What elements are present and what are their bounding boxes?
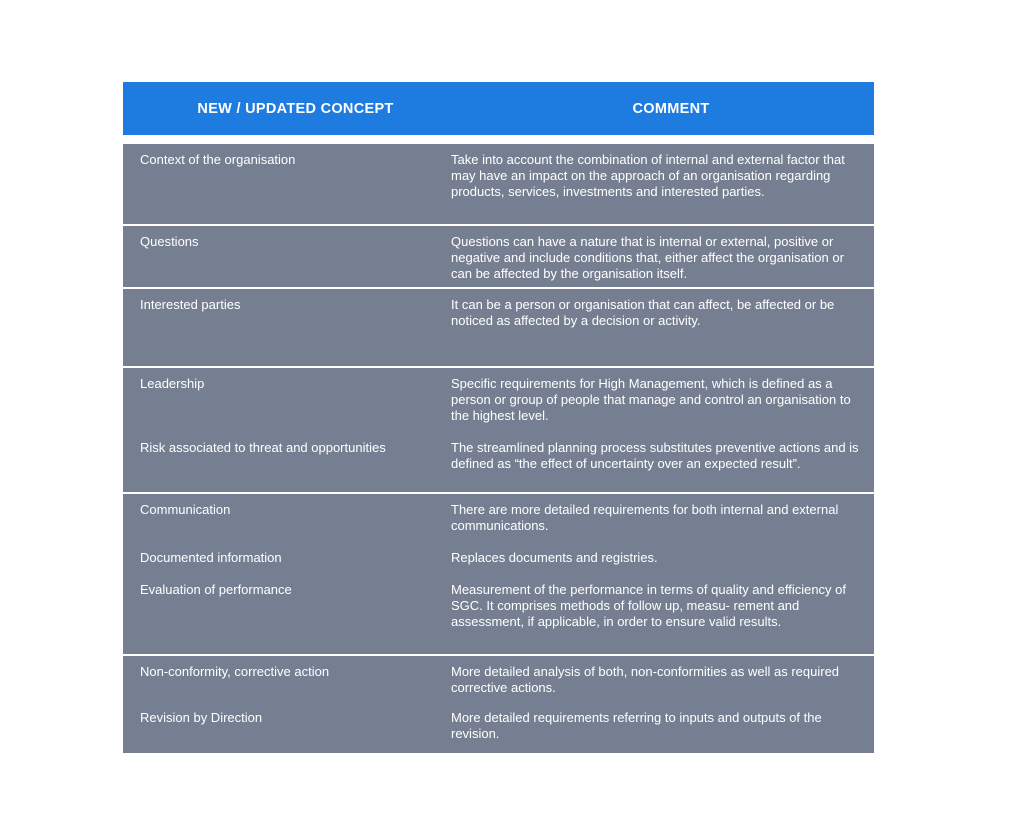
comment-cell: More detailed requirements referring to inputs and outputs of the revision.: [451, 710, 822, 741]
table-row: [123, 664, 874, 696]
table-row: [123, 582, 874, 630]
table-group: [123, 289, 874, 366]
comment-cell: Replaces documents and registries.: [451, 550, 658, 565]
table-header: [123, 82, 874, 135]
header-concept: NEW / UPDATED CONCEPT: [197, 100, 394, 117]
concepts-table: [123, 82, 874, 753]
table-group: [123, 226, 874, 287]
table-row: [123, 152, 874, 200]
concept-cell: Leadership: [140, 376, 205, 391]
header-comment: COMMENT: [632, 100, 710, 117]
table-row: [123, 297, 874, 329]
comment-cell: It can be a person or organisation that can affect, be affected or be noticed as affected by a decision or activity.: [451, 297, 835, 328]
concept-cell: Interested parties: [140, 297, 241, 312]
table-row: [123, 710, 874, 742]
comment-cell: Questions can have a nature that is internal or external, positive or negative and include conditions that, either affect the organisation or can be affected by the organisation itself.: [451, 234, 844, 281]
concept-cell: Context of the organisation: [140, 152, 296, 167]
table-row: [123, 440, 874, 472]
concept-cell: Documented information: [140, 550, 282, 565]
concept-cell: Risk associated to threat and opportunities: [140, 440, 386, 455]
table-row: [123, 550, 874, 566]
comment-cell: More detailed analysis of both, non-conformities as well as required corrective actions.: [451, 664, 840, 695]
concept-cell: Communication: [140, 502, 231, 517]
table-row: [123, 234, 874, 282]
comment-cell: The streamlined planning process substitutes preventive actions and is defined as “the effect of uncertainty over an expected result”.: [451, 440, 859, 471]
comment-cell: Take into account the combination of internal and external factor that may have an impact on the approach of an organisation regarding products, services, investments and interested parties.: [451, 152, 845, 199]
comment-cell: Measurement of the performance in terms of quality and efficiency of SGC. It comprises methods of follow up, measu- rement and assessment, if applicable, in order to ensure valid results.: [451, 582, 847, 629]
concept-cell: Revision by Direction: [140, 710, 263, 725]
concept-cell: Evaluation of performance: [140, 582, 292, 597]
comment-cell: Specific requirements for High Management, which is defined as a person or group of people that manage and control an organisation to the highest level.: [451, 376, 851, 423]
table-group: [123, 656, 874, 753]
table-row: [123, 502, 874, 534]
table-group: [123, 368, 874, 492]
table-group: [123, 494, 874, 654]
comment-cell: There are more detailed requirements for both internal and external communications.: [451, 502, 839, 533]
concept-cell: Non-conformity, corrective action: [140, 664, 330, 679]
table-group: [123, 144, 874, 224]
table-row: [123, 376, 874, 424]
concept-cell: Questions: [140, 234, 199, 249]
